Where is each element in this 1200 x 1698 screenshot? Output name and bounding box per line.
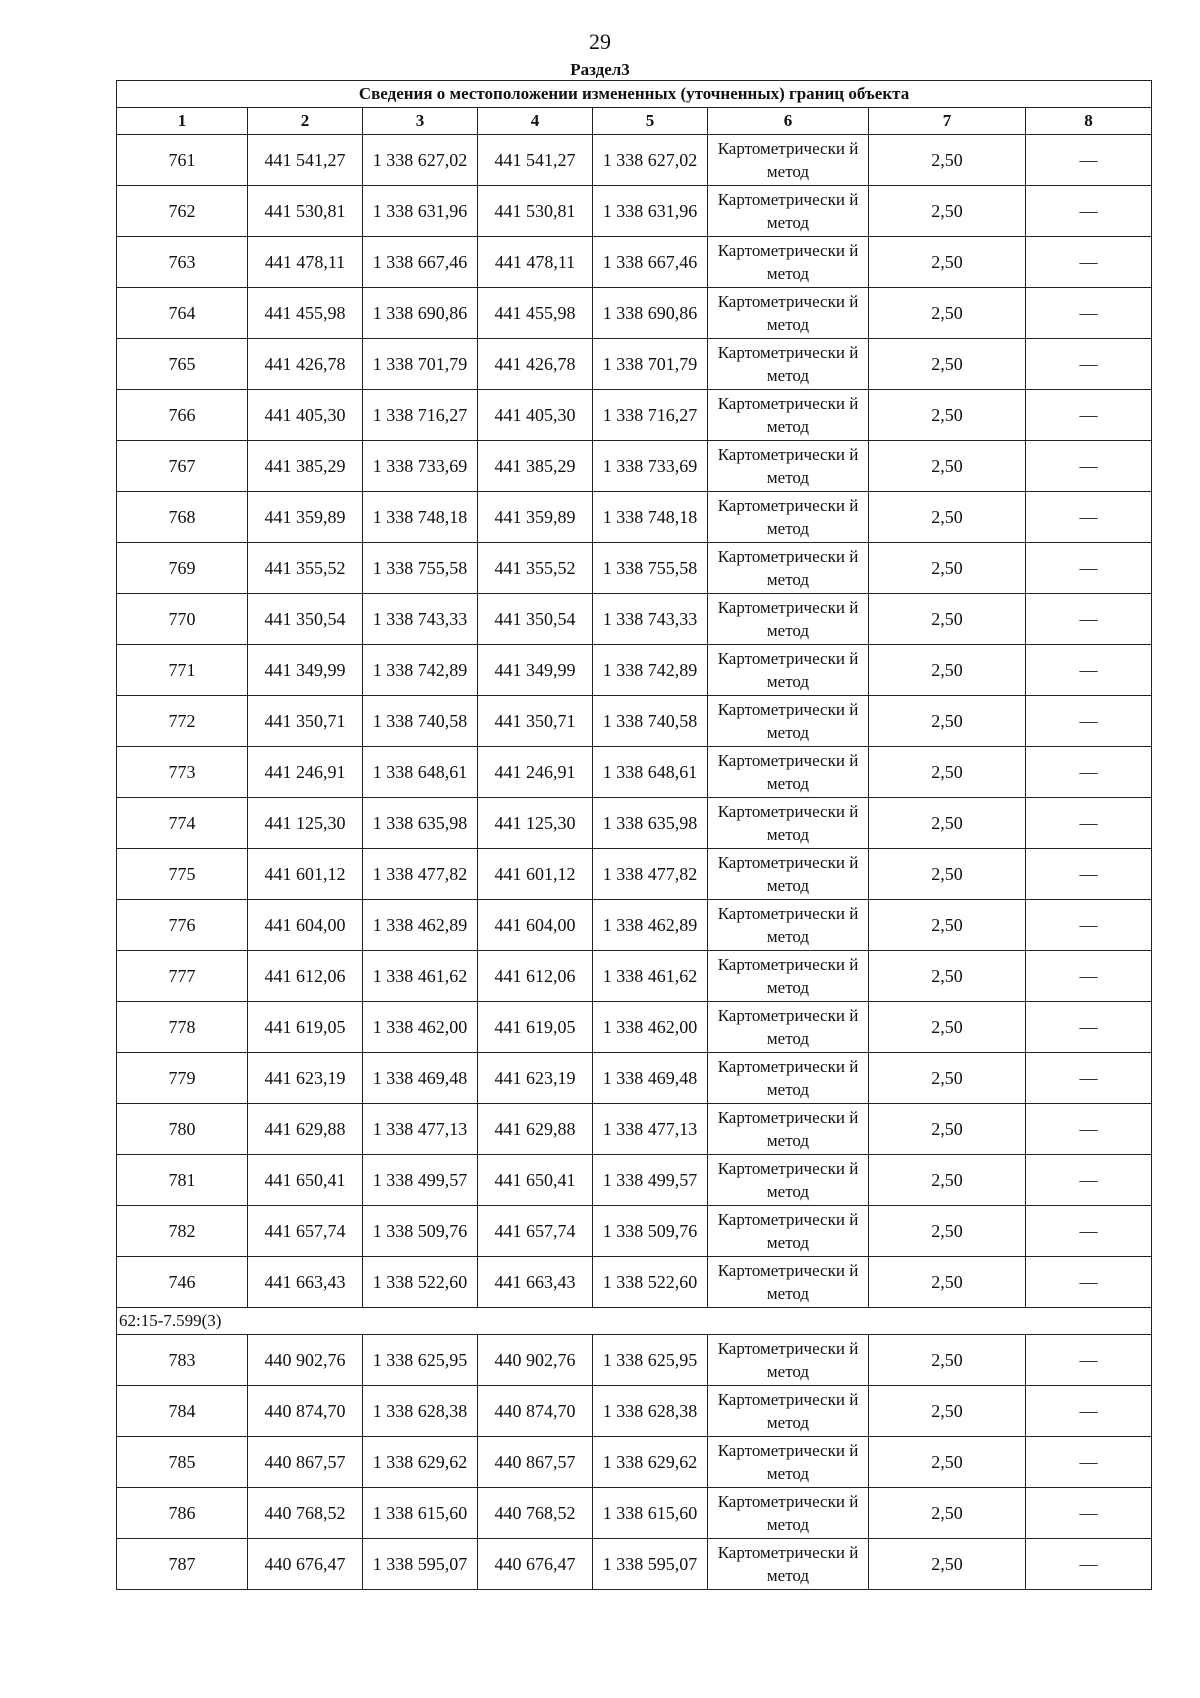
point-number-cell: 775 bbox=[117, 849, 248, 900]
x-old-cell: 441 350,71 bbox=[248, 696, 363, 747]
method-cell: Картометрически й метод bbox=[708, 390, 869, 441]
x-new-cell: 441 663,43 bbox=[478, 1257, 593, 1308]
table-row bbox=[117, 288, 1152, 339]
x-old-cell: 441 478,11 bbox=[248, 237, 363, 288]
description-cell: — bbox=[1026, 951, 1152, 1002]
description-cell: — bbox=[1026, 1257, 1152, 1308]
y-new-cell: 1 338 469,48 bbox=[593, 1053, 708, 1104]
y-old-cell: 1 338 740,58 bbox=[363, 696, 478, 747]
method-cell: Картометрически й метод bbox=[708, 492, 869, 543]
y-new-cell: 1 338 627,02 bbox=[593, 135, 708, 186]
point-number-cell: 761 bbox=[117, 135, 248, 186]
method-cell: Картометрически й метод bbox=[708, 288, 869, 339]
table-row bbox=[117, 1437, 1152, 1488]
x-old-cell: 441 541,27 bbox=[248, 135, 363, 186]
point-number-cell: 767 bbox=[117, 441, 248, 492]
y-old-cell: 1 338 522,60 bbox=[363, 1257, 478, 1308]
method-cell: Картометрически й метод bbox=[708, 1053, 869, 1104]
y-new-cell: 1 338 462,89 bbox=[593, 900, 708, 951]
table-row bbox=[117, 594, 1152, 645]
column-header: 7 bbox=[869, 108, 1026, 135]
table-row bbox=[117, 747, 1152, 798]
table-row bbox=[117, 1257, 1152, 1308]
description-cell: — bbox=[1026, 1104, 1152, 1155]
x-old-cell: 441 125,30 bbox=[248, 798, 363, 849]
x-new-cell: 441 350,54 bbox=[478, 594, 593, 645]
x-new-cell: 441 650,41 bbox=[478, 1155, 593, 1206]
x-new-cell: 441 623,19 bbox=[478, 1053, 593, 1104]
point-number-cell: 783 bbox=[117, 1335, 248, 1386]
method-cell: Картометрически й метод bbox=[708, 1335, 869, 1386]
y-old-cell: 1 338 667,46 bbox=[363, 237, 478, 288]
x-new-cell: 441 612,06 bbox=[478, 951, 593, 1002]
y-old-cell: 1 338 615,60 bbox=[363, 1488, 478, 1539]
point-number-cell: 786 bbox=[117, 1488, 248, 1539]
point-number-cell: 772 bbox=[117, 696, 248, 747]
description-cell: — bbox=[1026, 696, 1152, 747]
y-new-cell: 1 338 743,33 bbox=[593, 594, 708, 645]
description-cell: — bbox=[1026, 594, 1152, 645]
accuracy-cell: 2,50 bbox=[869, 135, 1026, 186]
x-old-cell: 441 629,88 bbox=[248, 1104, 363, 1155]
description-cell: — bbox=[1026, 1335, 1152, 1386]
table-row bbox=[117, 1386, 1152, 1437]
y-old-cell: 1 338 627,02 bbox=[363, 135, 478, 186]
x-new-cell: 441 629,88 bbox=[478, 1104, 593, 1155]
method-cell: Картометрически й метод bbox=[708, 135, 869, 186]
method-cell: Картометрически й метод bbox=[708, 798, 869, 849]
point-number-cell: 780 bbox=[117, 1104, 248, 1155]
point-number-cell: 782 bbox=[117, 1206, 248, 1257]
point-number-cell: 777 bbox=[117, 951, 248, 1002]
coordinates-table bbox=[116, 80, 1152, 1590]
table-caption-row bbox=[117, 81, 1152, 108]
y-new-cell: 1 338 701,79 bbox=[593, 339, 708, 390]
description-cell: — bbox=[1026, 645, 1152, 696]
table-row bbox=[117, 186, 1152, 237]
x-new-cell: 440 768,52 bbox=[478, 1488, 593, 1539]
x-old-cell: 441 619,05 bbox=[248, 1002, 363, 1053]
x-old-cell: 441 663,43 bbox=[248, 1257, 363, 1308]
point-number-cell: 778 bbox=[117, 1002, 248, 1053]
description-cell: — bbox=[1026, 747, 1152, 798]
table-row bbox=[117, 849, 1152, 900]
x-new-cell: 441 125,30 bbox=[478, 798, 593, 849]
column-header: 6 bbox=[708, 108, 869, 135]
method-cell: Картометрически й метод bbox=[708, 1206, 869, 1257]
point-number-cell: 781 bbox=[117, 1155, 248, 1206]
y-new-cell: 1 338 499,57 bbox=[593, 1155, 708, 1206]
x-new-cell: 441 657,74 bbox=[478, 1206, 593, 1257]
description-cell: — bbox=[1026, 1539, 1152, 1590]
description-cell: — bbox=[1026, 1002, 1152, 1053]
table-row bbox=[117, 645, 1152, 696]
accuracy-cell: 2,50 bbox=[869, 1155, 1026, 1206]
accuracy-cell: 2,50 bbox=[869, 1002, 1026, 1053]
x-new-cell: 441 541,27 bbox=[478, 135, 593, 186]
x-new-cell: 441 426,78 bbox=[478, 339, 593, 390]
point-number-cell: 770 bbox=[117, 594, 248, 645]
table-row bbox=[117, 1488, 1152, 1539]
table-row bbox=[117, 1335, 1152, 1386]
table-row bbox=[117, 237, 1152, 288]
method-cell: Картометрически й метод bbox=[708, 339, 869, 390]
y-old-cell: 1 338 631,96 bbox=[363, 186, 478, 237]
point-number-cell: 766 bbox=[117, 390, 248, 441]
x-old-cell: 441 612,06 bbox=[248, 951, 363, 1002]
description-cell: — bbox=[1026, 390, 1152, 441]
accuracy-cell: 2,50 bbox=[869, 798, 1026, 849]
description-cell: — bbox=[1026, 1053, 1152, 1104]
y-new-cell: 1 338 615,60 bbox=[593, 1488, 708, 1539]
x-old-cell: 441 604,00 bbox=[248, 900, 363, 951]
point-number-cell: 787 bbox=[117, 1539, 248, 1590]
description-cell: — bbox=[1026, 900, 1152, 951]
y-new-cell: 1 338 690,86 bbox=[593, 288, 708, 339]
page-number: 29 bbox=[589, 29, 611, 54]
x-old-cell: 441 385,29 bbox=[248, 441, 363, 492]
point-number-cell: 784 bbox=[117, 1386, 248, 1437]
x-old-cell: 441 349,99 bbox=[248, 645, 363, 696]
y-old-cell: 1 338 755,58 bbox=[363, 543, 478, 594]
point-number-cell: 762 bbox=[117, 186, 248, 237]
table-row bbox=[117, 951, 1152, 1002]
method-cell: Картометрически й метод bbox=[708, 186, 869, 237]
accuracy-cell: 2,50 bbox=[869, 1335, 1026, 1386]
table-body bbox=[117, 81, 1152, 1590]
table-row bbox=[117, 1155, 1152, 1206]
accuracy-cell: 2,50 bbox=[869, 900, 1026, 951]
point-number-cell: 764 bbox=[117, 288, 248, 339]
y-new-cell: 1 338 477,13 bbox=[593, 1104, 708, 1155]
table-row bbox=[117, 441, 1152, 492]
y-old-cell: 1 338 648,61 bbox=[363, 747, 478, 798]
table-row bbox=[117, 696, 1152, 747]
y-new-cell: 1 338 628,38 bbox=[593, 1386, 708, 1437]
section-title: Раздел3 bbox=[570, 60, 630, 79]
accuracy-cell: 2,50 bbox=[869, 1257, 1026, 1308]
y-old-cell: 1 338 743,33 bbox=[363, 594, 478, 645]
x-new-cell: 440 874,70 bbox=[478, 1386, 593, 1437]
column-header-row bbox=[117, 108, 1152, 135]
x-new-cell: 441 405,30 bbox=[478, 390, 593, 441]
x-old-cell: 441 359,89 bbox=[248, 492, 363, 543]
description-cell: — bbox=[1026, 849, 1152, 900]
accuracy-cell: 2,50 bbox=[869, 645, 1026, 696]
accuracy-cell: 2,50 bbox=[869, 1539, 1026, 1590]
method-cell: Картометрически й метод bbox=[708, 849, 869, 900]
description-cell: — bbox=[1026, 288, 1152, 339]
y-old-cell: 1 338 477,82 bbox=[363, 849, 478, 900]
y-new-cell: 1 338 667,46 bbox=[593, 237, 708, 288]
point-number-cell: 779 bbox=[117, 1053, 248, 1104]
y-old-cell: 1 338 690,86 bbox=[363, 288, 478, 339]
table-row bbox=[117, 543, 1152, 594]
y-old-cell: 1 338 509,76 bbox=[363, 1206, 478, 1257]
point-number-cell: 774 bbox=[117, 798, 248, 849]
y-new-cell: 1 338 461,62 bbox=[593, 951, 708, 1002]
table-row bbox=[117, 1104, 1152, 1155]
x-new-cell: 441 350,71 bbox=[478, 696, 593, 747]
method-cell: Картометрически й метод bbox=[708, 1002, 869, 1053]
description-cell: — bbox=[1026, 441, 1152, 492]
x-old-cell: 441 355,52 bbox=[248, 543, 363, 594]
description-cell: — bbox=[1026, 135, 1152, 186]
accuracy-cell: 2,50 bbox=[869, 1104, 1026, 1155]
x-old-cell: 441 455,98 bbox=[248, 288, 363, 339]
method-cell: Картометрически й метод bbox=[708, 1488, 869, 1539]
method-cell: Картометрически й метод bbox=[708, 594, 869, 645]
point-number-cell: 776 bbox=[117, 900, 248, 951]
description-cell: — bbox=[1026, 1155, 1152, 1206]
x-old-cell: 440 902,76 bbox=[248, 1335, 363, 1386]
column-header: 4 bbox=[478, 108, 593, 135]
x-old-cell: 440 867,57 bbox=[248, 1437, 363, 1488]
point-number-cell: 785 bbox=[117, 1437, 248, 1488]
x-old-cell: 441 350,54 bbox=[248, 594, 363, 645]
table-row bbox=[117, 339, 1152, 390]
x-new-cell: 441 385,29 bbox=[478, 441, 593, 492]
point-number-cell: 769 bbox=[117, 543, 248, 594]
description-cell: — bbox=[1026, 1488, 1152, 1539]
description-cell: — bbox=[1026, 1386, 1152, 1437]
y-new-cell: 1 338 631,96 bbox=[593, 186, 708, 237]
parcel-subheading-row bbox=[117, 1308, 1152, 1335]
x-new-cell: 440 676,47 bbox=[478, 1539, 593, 1590]
x-new-cell: 441 349,99 bbox=[478, 645, 593, 696]
y-old-cell: 1 338 462,89 bbox=[363, 900, 478, 951]
table-caption: Сведения о местоположении измененных (уточненных) границ объекта bbox=[117, 81, 1152, 108]
y-old-cell: 1 338 742,89 bbox=[363, 645, 478, 696]
description-cell: — bbox=[1026, 492, 1152, 543]
x-old-cell: 441 530,81 bbox=[248, 186, 363, 237]
column-header: 1 bbox=[117, 108, 248, 135]
description-cell: — bbox=[1026, 1437, 1152, 1488]
point-number-cell: 763 bbox=[117, 237, 248, 288]
y-new-cell: 1 338 733,69 bbox=[593, 441, 708, 492]
y-new-cell: 1 338 629,62 bbox=[593, 1437, 708, 1488]
description-cell: — bbox=[1026, 798, 1152, 849]
y-new-cell: 1 338 595,07 bbox=[593, 1539, 708, 1590]
x-new-cell: 441 355,52 bbox=[478, 543, 593, 594]
x-new-cell: 441 619,05 bbox=[478, 1002, 593, 1053]
y-new-cell: 1 338 477,82 bbox=[593, 849, 708, 900]
y-old-cell: 1 338 595,07 bbox=[363, 1539, 478, 1590]
point-number-cell: 765 bbox=[117, 339, 248, 390]
description-cell: — bbox=[1026, 186, 1152, 237]
x-old-cell: 441 405,30 bbox=[248, 390, 363, 441]
y-old-cell: 1 338 629,62 bbox=[363, 1437, 478, 1488]
y-old-cell: 1 338 701,79 bbox=[363, 339, 478, 390]
accuracy-cell: 2,50 bbox=[869, 594, 1026, 645]
y-new-cell: 1 338 635,98 bbox=[593, 798, 708, 849]
x-old-cell: 441 657,74 bbox=[248, 1206, 363, 1257]
column-header: 2 bbox=[248, 108, 363, 135]
x-old-cell: 441 623,19 bbox=[248, 1053, 363, 1104]
accuracy-cell: 2,50 bbox=[869, 492, 1026, 543]
method-cell: Картометрически й метод bbox=[708, 951, 869, 1002]
table-row bbox=[117, 492, 1152, 543]
accuracy-cell: 2,50 bbox=[869, 186, 1026, 237]
accuracy-cell: 2,50 bbox=[869, 1437, 1026, 1488]
x-old-cell: 441 426,78 bbox=[248, 339, 363, 390]
table-row bbox=[117, 1053, 1152, 1104]
accuracy-cell: 2,50 bbox=[869, 1053, 1026, 1104]
method-cell: Картометрически й метод bbox=[708, 237, 869, 288]
method-cell: Картометрически й метод bbox=[708, 441, 869, 492]
x-old-cell: 440 768,52 bbox=[248, 1488, 363, 1539]
accuracy-cell: 2,50 bbox=[869, 1206, 1026, 1257]
y-new-cell: 1 338 462,00 bbox=[593, 1002, 708, 1053]
method-cell: Картометрически й метод bbox=[708, 1155, 869, 1206]
description-cell: — bbox=[1026, 1206, 1152, 1257]
x-new-cell: 441 604,00 bbox=[478, 900, 593, 951]
x-new-cell: 441 359,89 bbox=[478, 492, 593, 543]
table-row bbox=[117, 390, 1152, 441]
description-cell: — bbox=[1026, 237, 1152, 288]
table-row bbox=[117, 1002, 1152, 1053]
y-old-cell: 1 338 461,62 bbox=[363, 951, 478, 1002]
method-cell: Картометрически й метод bbox=[708, 900, 869, 951]
accuracy-cell: 2,50 bbox=[869, 849, 1026, 900]
accuracy-cell: 2,50 bbox=[869, 543, 1026, 594]
y-new-cell: 1 338 522,60 bbox=[593, 1257, 708, 1308]
x-old-cell: 441 246,91 bbox=[248, 747, 363, 798]
column-header: 5 bbox=[593, 108, 708, 135]
y-new-cell: 1 338 748,18 bbox=[593, 492, 708, 543]
y-old-cell: 1 338 635,98 bbox=[363, 798, 478, 849]
table-row bbox=[117, 135, 1152, 186]
table-row bbox=[117, 900, 1152, 951]
column-header: 3 bbox=[363, 108, 478, 135]
x-new-cell: 440 867,57 bbox=[478, 1437, 593, 1488]
parcel-subheading: 62:15-7.599(3) bbox=[117, 1308, 1152, 1335]
point-number-cell: 773 bbox=[117, 747, 248, 798]
method-cell: Картометрически й метод bbox=[708, 645, 869, 696]
y-old-cell: 1 338 716,27 bbox=[363, 390, 478, 441]
point-number-cell: 746 bbox=[117, 1257, 248, 1308]
method-cell: Картометрически й метод bbox=[708, 696, 869, 747]
x-old-cell: 441 601,12 bbox=[248, 849, 363, 900]
table-row bbox=[117, 1539, 1152, 1590]
x-old-cell: 440 676,47 bbox=[248, 1539, 363, 1590]
method-cell: Картометрически й метод bbox=[708, 747, 869, 798]
x-new-cell: 441 530,81 bbox=[478, 186, 593, 237]
accuracy-cell: 2,50 bbox=[869, 288, 1026, 339]
column-header: 8 bbox=[1026, 108, 1152, 135]
y-old-cell: 1 338 628,38 bbox=[363, 1386, 478, 1437]
y-old-cell: 1 338 469,48 bbox=[363, 1053, 478, 1104]
y-new-cell: 1 338 740,58 bbox=[593, 696, 708, 747]
table-row bbox=[117, 1206, 1152, 1257]
y-new-cell: 1 338 716,27 bbox=[593, 390, 708, 441]
y-new-cell: 1 338 509,76 bbox=[593, 1206, 708, 1257]
y-old-cell: 1 338 625,95 bbox=[363, 1335, 478, 1386]
y-old-cell: 1 338 748,18 bbox=[363, 492, 478, 543]
y-new-cell: 1 338 648,61 bbox=[593, 747, 708, 798]
point-number-cell: 771 bbox=[117, 645, 248, 696]
accuracy-cell: 2,50 bbox=[869, 390, 1026, 441]
point-number-cell: 768 bbox=[117, 492, 248, 543]
y-old-cell: 1 338 462,00 bbox=[363, 1002, 478, 1053]
method-cell: Картометрически й метод bbox=[708, 1257, 869, 1308]
method-cell: Картометрически й метод bbox=[708, 1104, 869, 1155]
y-old-cell: 1 338 477,13 bbox=[363, 1104, 478, 1155]
x-old-cell: 440 874,70 bbox=[248, 1386, 363, 1437]
method-cell: Картометрически й метод bbox=[708, 1437, 869, 1488]
accuracy-cell: 2,50 bbox=[869, 339, 1026, 390]
y-new-cell: 1 338 625,95 bbox=[593, 1335, 708, 1386]
accuracy-cell: 2,50 bbox=[869, 441, 1026, 492]
x-new-cell: 441 455,98 bbox=[478, 288, 593, 339]
accuracy-cell: 2,50 bbox=[869, 696, 1026, 747]
x-old-cell: 441 650,41 bbox=[248, 1155, 363, 1206]
accuracy-cell: 2,50 bbox=[869, 237, 1026, 288]
accuracy-cell: 2,50 bbox=[869, 1488, 1026, 1539]
x-new-cell: 441 601,12 bbox=[478, 849, 593, 900]
description-cell: — bbox=[1026, 339, 1152, 390]
y-old-cell: 1 338 733,69 bbox=[363, 441, 478, 492]
x-new-cell: 441 246,91 bbox=[478, 747, 593, 798]
method-cell: Картометрически й метод bbox=[708, 543, 869, 594]
method-cell: Картометрически й метод bbox=[708, 1539, 869, 1590]
x-new-cell: 440 902,76 bbox=[478, 1335, 593, 1386]
accuracy-cell: 2,50 bbox=[869, 1386, 1026, 1437]
table-row bbox=[117, 798, 1152, 849]
x-new-cell: 441 478,11 bbox=[478, 237, 593, 288]
method-cell: Картометрически й метод bbox=[708, 1386, 869, 1437]
accuracy-cell: 2,50 bbox=[869, 747, 1026, 798]
y-new-cell: 1 338 742,89 bbox=[593, 645, 708, 696]
accuracy-cell: 2,50 bbox=[869, 951, 1026, 1002]
y-old-cell: 1 338 499,57 bbox=[363, 1155, 478, 1206]
y-new-cell: 1 338 755,58 bbox=[593, 543, 708, 594]
description-cell: — bbox=[1026, 543, 1152, 594]
